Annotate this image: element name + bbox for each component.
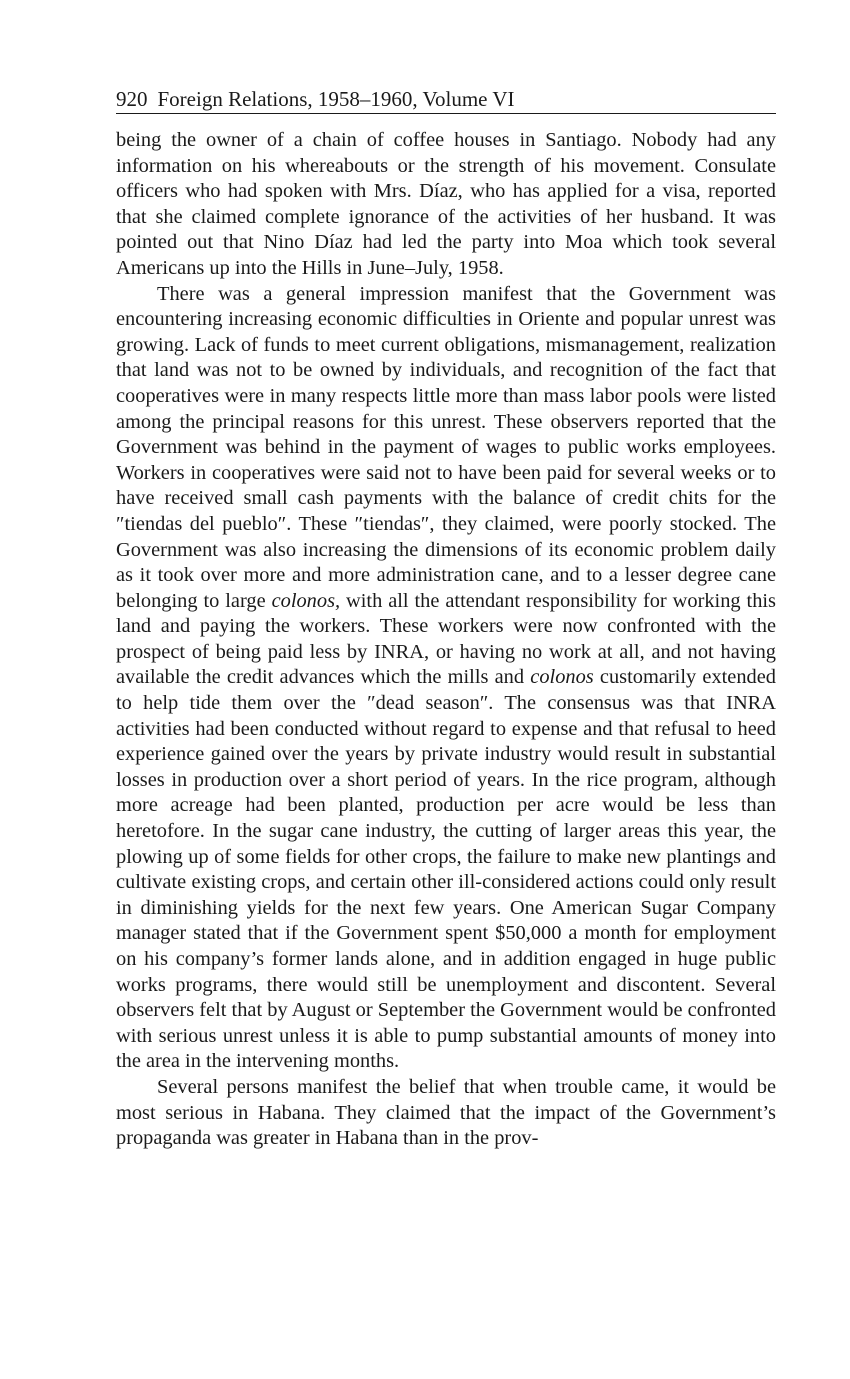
document-page — [116, 86, 776, 1152]
paragraph — [116, 282, 776, 1075]
italic-term: colonos — [530, 666, 594, 689]
body-text — [116, 128, 776, 1152]
text-run: customarily extended to help tide them over the ″dead season″. The consensus was that INRA activities had been conducted without regard to expense and that refusal to heed experience gained over the years by private industry would result in substantial losses in production over a short period of years. In the rice program, although more acreage had been planted, production per acre would be less than heretofore. In the sugar cane industry, the cutting of larger areas this year, the plowing up of some fields for other crops, the failure to make new plantings and cultivate existing crops, and certain other ill-considered actions could only result in diminishing yields for the next few years. One American Sugar Company manager stated that if the Government spent $50,000 a month for employment on his company’s former lands alone, and in addition engaged in huge public works programs, there would still be unemployment and discontent. Several observers felt that by August or September the Government would be confronted with serious unrest unless it is able to pump substantial amounts of money into the area in the intervening months. — [116, 666, 776, 1073]
paragraph — [116, 128, 776, 282]
running-head — [116, 86, 776, 114]
text-run: being the owner of a chain of coffee houses in Santiago. Nobody had any information on his whereabouts or the strength of his movement. Consulate officers who had spoken with Mrs. Díaz, who has applied for a visa, reported that she claimed complete ignorance of the activities of her husband. It was pointed out that Nino Díaz had led the party into Moa which took several Americans up into the Hills in June–July, 1958. — [116, 129, 776, 279]
italic-term: colonos, — [271, 589, 341, 612]
volume-title: Foreign Relations, 1958–1960, Volume VI — [157, 87, 515, 111]
paragraph — [116, 1075, 776, 1152]
text-run: Several persons manifest the belief that when trouble came, it would be most serious in Habana. They claimed that the impact of the Government’s propaganda was greater in Habana than in the prov- — [116, 1075, 776, 1150]
page-number: 920 — [116, 87, 148, 111]
text-run: There was a general impression manifest that the Government was encountering increasing economic difficulties in Oriente and popular unrest was growing. Lack of funds to meet current obligations, mismanagement, realization that land was not to be owned by individuals, and recognition of the fact that cooperatives were in many respects little more than mass labor pools were listed among the principal reasons for this unrest. These observers reported that the Government was behind in the payment of wages to public works employees. Workers in cooperatives were said not to have been paid for several weeks or to have received small cash payments with the balance of credit chits for the ″tiendas del pueblo″. These ″tiendas″, they claimed, were poorly stocked. The Government was also increasing the dimensions of its economic problem daily as it took over more and more administration cane, and to a lesser degree cane belonging to large — [116, 282, 776, 612]
text-run: with all the attendant responsibility for working this land and paying the workers. These workers were now confronted with the prospect of being paid less by INRA, or having no work at all, and not having available the credit advances which the mills and — [116, 589, 776, 689]
